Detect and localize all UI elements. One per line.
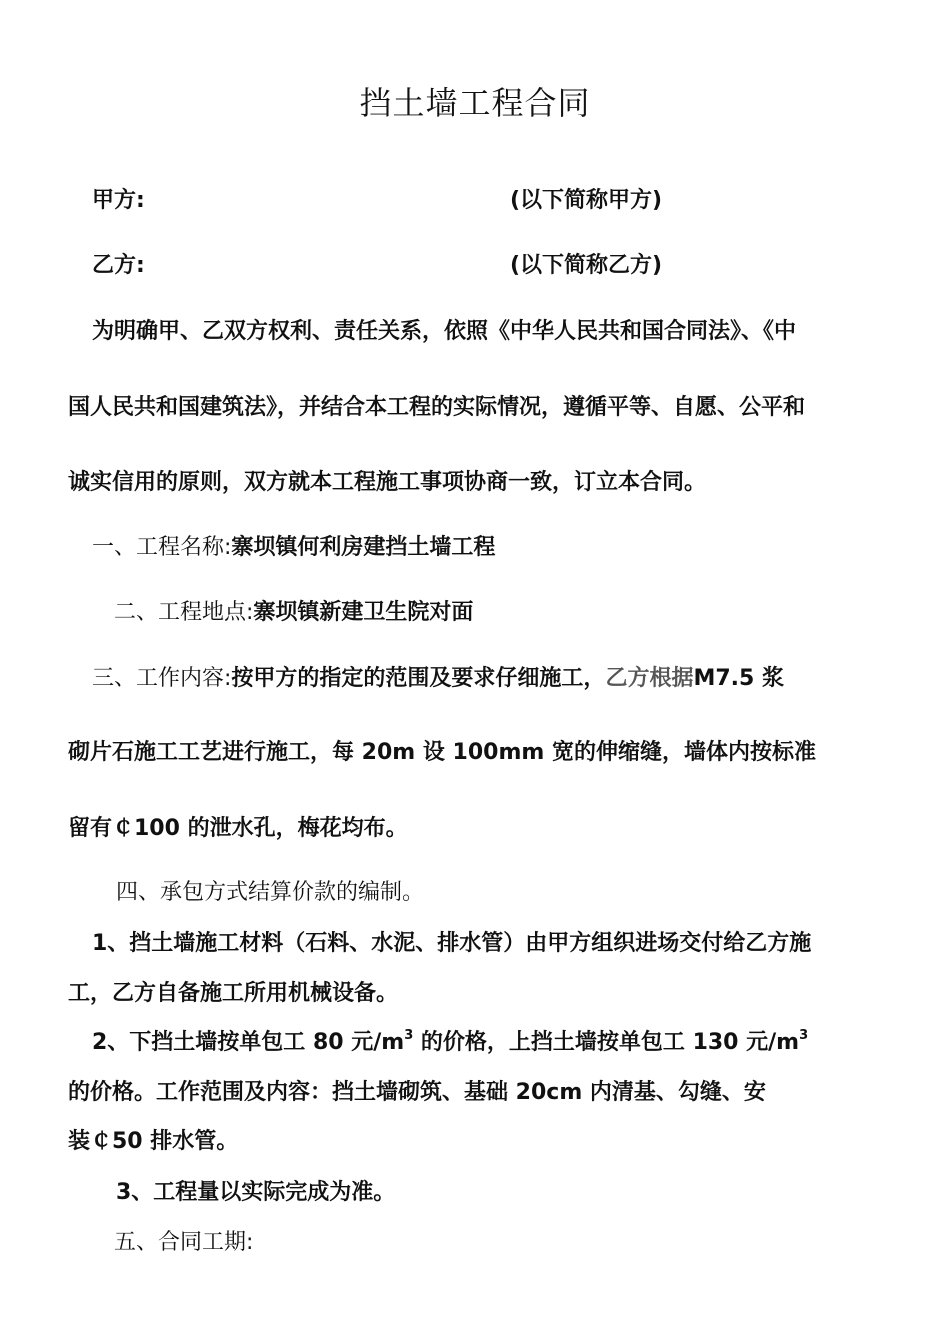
section-contract-period: 五、合同工期: [114,1230,254,1255]
item-2-sup-1: 3 [404,1028,414,1043]
project-name-value: 寨坝镇何利房建挡土墙工程 [231,535,496,560]
settlement-item-3: 3、工程量以实际完成为准。 [116,1180,396,1205]
party-b-note: (以下简称乙方) [510,253,663,278]
party-a-row [92,186,663,216]
section-work-content [92,664,784,694]
work-content-value-b: 乙方根据 [605,666,694,691]
settlement-item-2-line-3: 装￠50 排水管。 [68,1129,239,1154]
settlement-item-1-line-1: 1、挡土墙施工材料（石料、水泥、排水管）由甲方组织进场交付给乙方施 [92,931,812,956]
item-2-text-b: 的价格，上挡土墙按单包工 130 元/m [413,1030,800,1055]
party-b-label: 乙方: [92,253,145,278]
settlement-item-2-line-1 [92,1028,808,1058]
work-content-label: 三、工作内容: [92,666,232,691]
party-b-row [92,251,663,281]
preamble-line-3: 诚实信用的原则，双方就本工程施工事项协商一致，订立本合同。 [68,470,707,495]
section-project-location [114,598,473,628]
project-name-label: 一、工程名称: [92,535,232,560]
item-2-text-a: 2、下挡土墙按单包工 80 元/m [92,1030,405,1055]
party-a-label: 甲方: [92,188,145,213]
work-content-line-3: 留有￠100 的泄水孔，梅花均布。 [68,816,408,841]
item-2-sup-2: 3 [799,1028,809,1043]
project-location-label: 二、工程地点: [114,600,254,625]
settlement-item-2-line-2: 的价格。工作范围及内容：挡土墙砌筑、基础 20cm 内清基、勾缝、安 [68,1080,766,1105]
work-content-line-2: 砌片石施工工艺进行施工，每 20m 设 100mm 宽的伸缩缝，墙体内按标准 [68,740,816,765]
project-location-value: 寨坝镇新建卫生院对面 [253,600,474,625]
preamble-line-1: 为明确甲、乙双方权利、责任关系，依照《中华人民共和国合同法》、《中 [92,319,797,344]
document-title: 挡土墙工程合同 [359,84,591,122]
work-content-value-a: 按甲方的指定的范围及要求仔细施工， [231,666,606,691]
party-a-note: (以下简称甲方) [510,188,663,213]
section-project-name [92,533,495,563]
preamble-line-2: 国人民共和国建筑法》，并结合本工程的实际情况，遵循平等、自愿、公平和 [68,395,806,420]
work-content-value-c: M7.5 浆 [693,666,784,691]
settlement-item-1-line-2: 工，乙方自备施工所用机械设备。 [68,981,399,1006]
section-settlement-heading: 四、承包方式结算价款的编制。 [116,880,425,905]
